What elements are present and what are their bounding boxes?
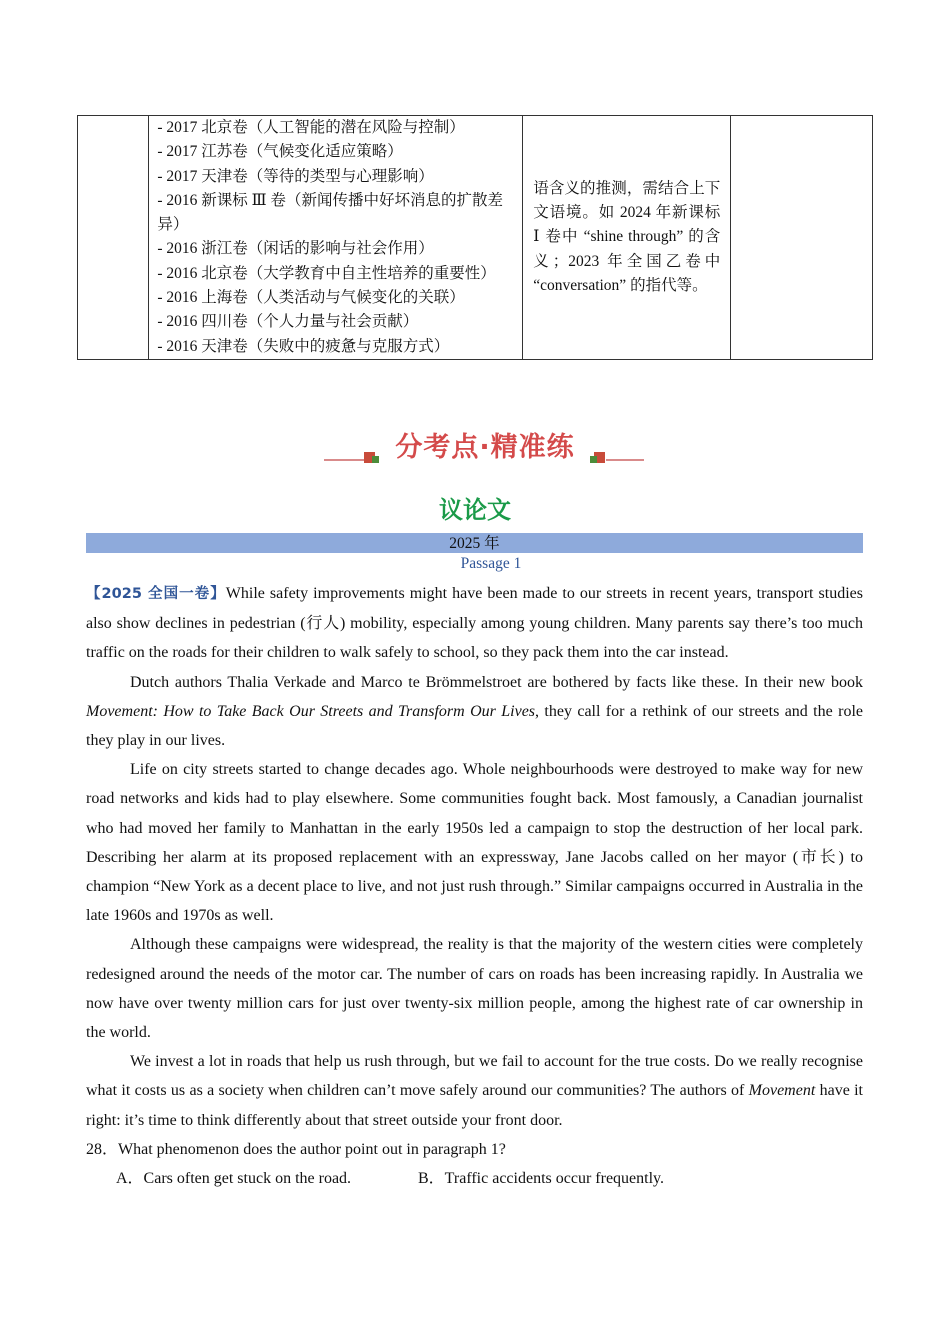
exam-reference-table — [77, 115, 873, 360]
passage-article — [86, 579, 863, 1193]
table-cell-empty — [731, 116, 873, 360]
paragraph-1 — [86, 579, 863, 668]
exam-list-item: - 2017 北京卷（人工智能的潜在风险与控制） — [157, 119, 465, 136]
exam-list-item: - 2016 浙江卷（闲话的影响与社会作用） — [157, 240, 434, 258]
banner-square-icon — [590, 456, 597, 463]
banner-square-icon — [372, 456, 379, 463]
notes-text: 语含义的推测，需结合上下文语境。如 2024 年新课标 Ⅰ 卷中 “shine through” 的含义；2023 年全国乙卷中 “conversation” 的指代等。 — [533, 179, 721, 294]
banner-title: 分考点·精准练 — [395, 432, 575, 463]
exam-list-item: - 2017 天津卷（等待的类型与心理影响） — [157, 167, 434, 185]
exam-list-item: - 2016 北京卷（大学教育中自主性培养的重要性） — [157, 264, 496, 282]
section-banner — [320, 428, 650, 472]
exam-list-item: - 2017 江苏卷（气候变化适应策略） — [157, 143, 403, 161]
exam-list-item: - 2016 新课标 Ⅲ 卷（新闻传播中好坏消息的扩散差异） — [157, 191, 503, 234]
year-bar: 2025 年 — [86, 533, 863, 553]
passage-label: Passage 1 — [460, 555, 522, 572]
banner-line-right — [606, 459, 644, 461]
question-28: 28．What phenomenon does the author point out in paragraph 1? — [86, 1140, 506, 1158]
paragraph-5 — [86, 1047, 863, 1135]
table-cell-empty — [78, 116, 149, 360]
banner-line-left — [324, 459, 364, 461]
option-b[interactable]: B．Traffic accidents occur frequently. — [418, 1170, 664, 1188]
paragraph-4: Although these campaigns were widespread, the reality is that the majority of the western cities were completely redesigned around the needs of the motor car. The number of cars on roads has been increasing rapidly. In Australia we now have over twenty million cars for just over twenty-six million people, among the highest rate of car ownership in the world. — [86, 936, 863, 1042]
exam-list-item: - 2016 天津卷（失败中的疲惫与克服方式） — [157, 337, 450, 355]
book-title: Movement: How to Take Back Our Streets and Transform Our Lives — [86, 702, 536, 720]
notes-cell — [523, 116, 731, 360]
exam-list-item: - 2016 四川卷（个人力量与社会贡献） — [157, 313, 419, 331]
paragraph-text: We invest a lot in roads that help us rush through, but we fail to account for the true costs. Do we really recognise what it costs us as a society when children can’t move safely around our communities? The authors of — [86, 1053, 863, 1100]
exam-list-item: - 2016 上海卷（人类活动与气候变化的关联） — [157, 289, 465, 307]
book-title: Movement — [748, 1082, 816, 1100]
paragraph-text: While safety improvements might have been made to our streets in recent years, transport studies also show declines in pedestrian (行人) mobility, especially among young children. Many parents say there’s too much traffic on the roads for their children to walk safely to school, so they pack them into the car instead. — [86, 585, 863, 662]
paragraph-text: have it right: it’s time to think differently about that street outside your front door. — [86, 1082, 863, 1129]
paragraph-text: , they call for a rethink of our streets and the role they play in our lives. — [86, 702, 863, 750]
paragraph-text: Dutch authors Thalia Verkade and Marco te Brömmelstroet are bothered by facts like these. In their new book — [130, 673, 863, 691]
exam-list-cell — [149, 116, 523, 360]
answer-options — [86, 1164, 863, 1193]
table-row — [78, 116, 873, 360]
option-a[interactable]: A．Cars often get stuck on the road. — [116, 1170, 352, 1188]
section-title: 议论文 — [439, 496, 511, 524]
exam-source-tag: 【2025 全国一卷】 — [86, 586, 226, 602]
paragraph-2 — [86, 668, 863, 756]
paragraph-3: Life on city streets started to change decades ago. Whole neighbourhoods were destroyed to make way for new road networks and kids had to play elsewhere. Some communities fought back. Most famously, a Canadian journalist who had moved her family to Manhattan in the early 1950s led a campaign to stop the destruction of her local park. Describing her alarm at its proposed replacement with an expressway, Jane Jacobs called on her mayor (市长) to champion “New York as a decent place to live, and not just rush through.” Similar campaigns occurred in Australia in the late 1960s and 1970s as well. — [86, 761, 863, 925]
